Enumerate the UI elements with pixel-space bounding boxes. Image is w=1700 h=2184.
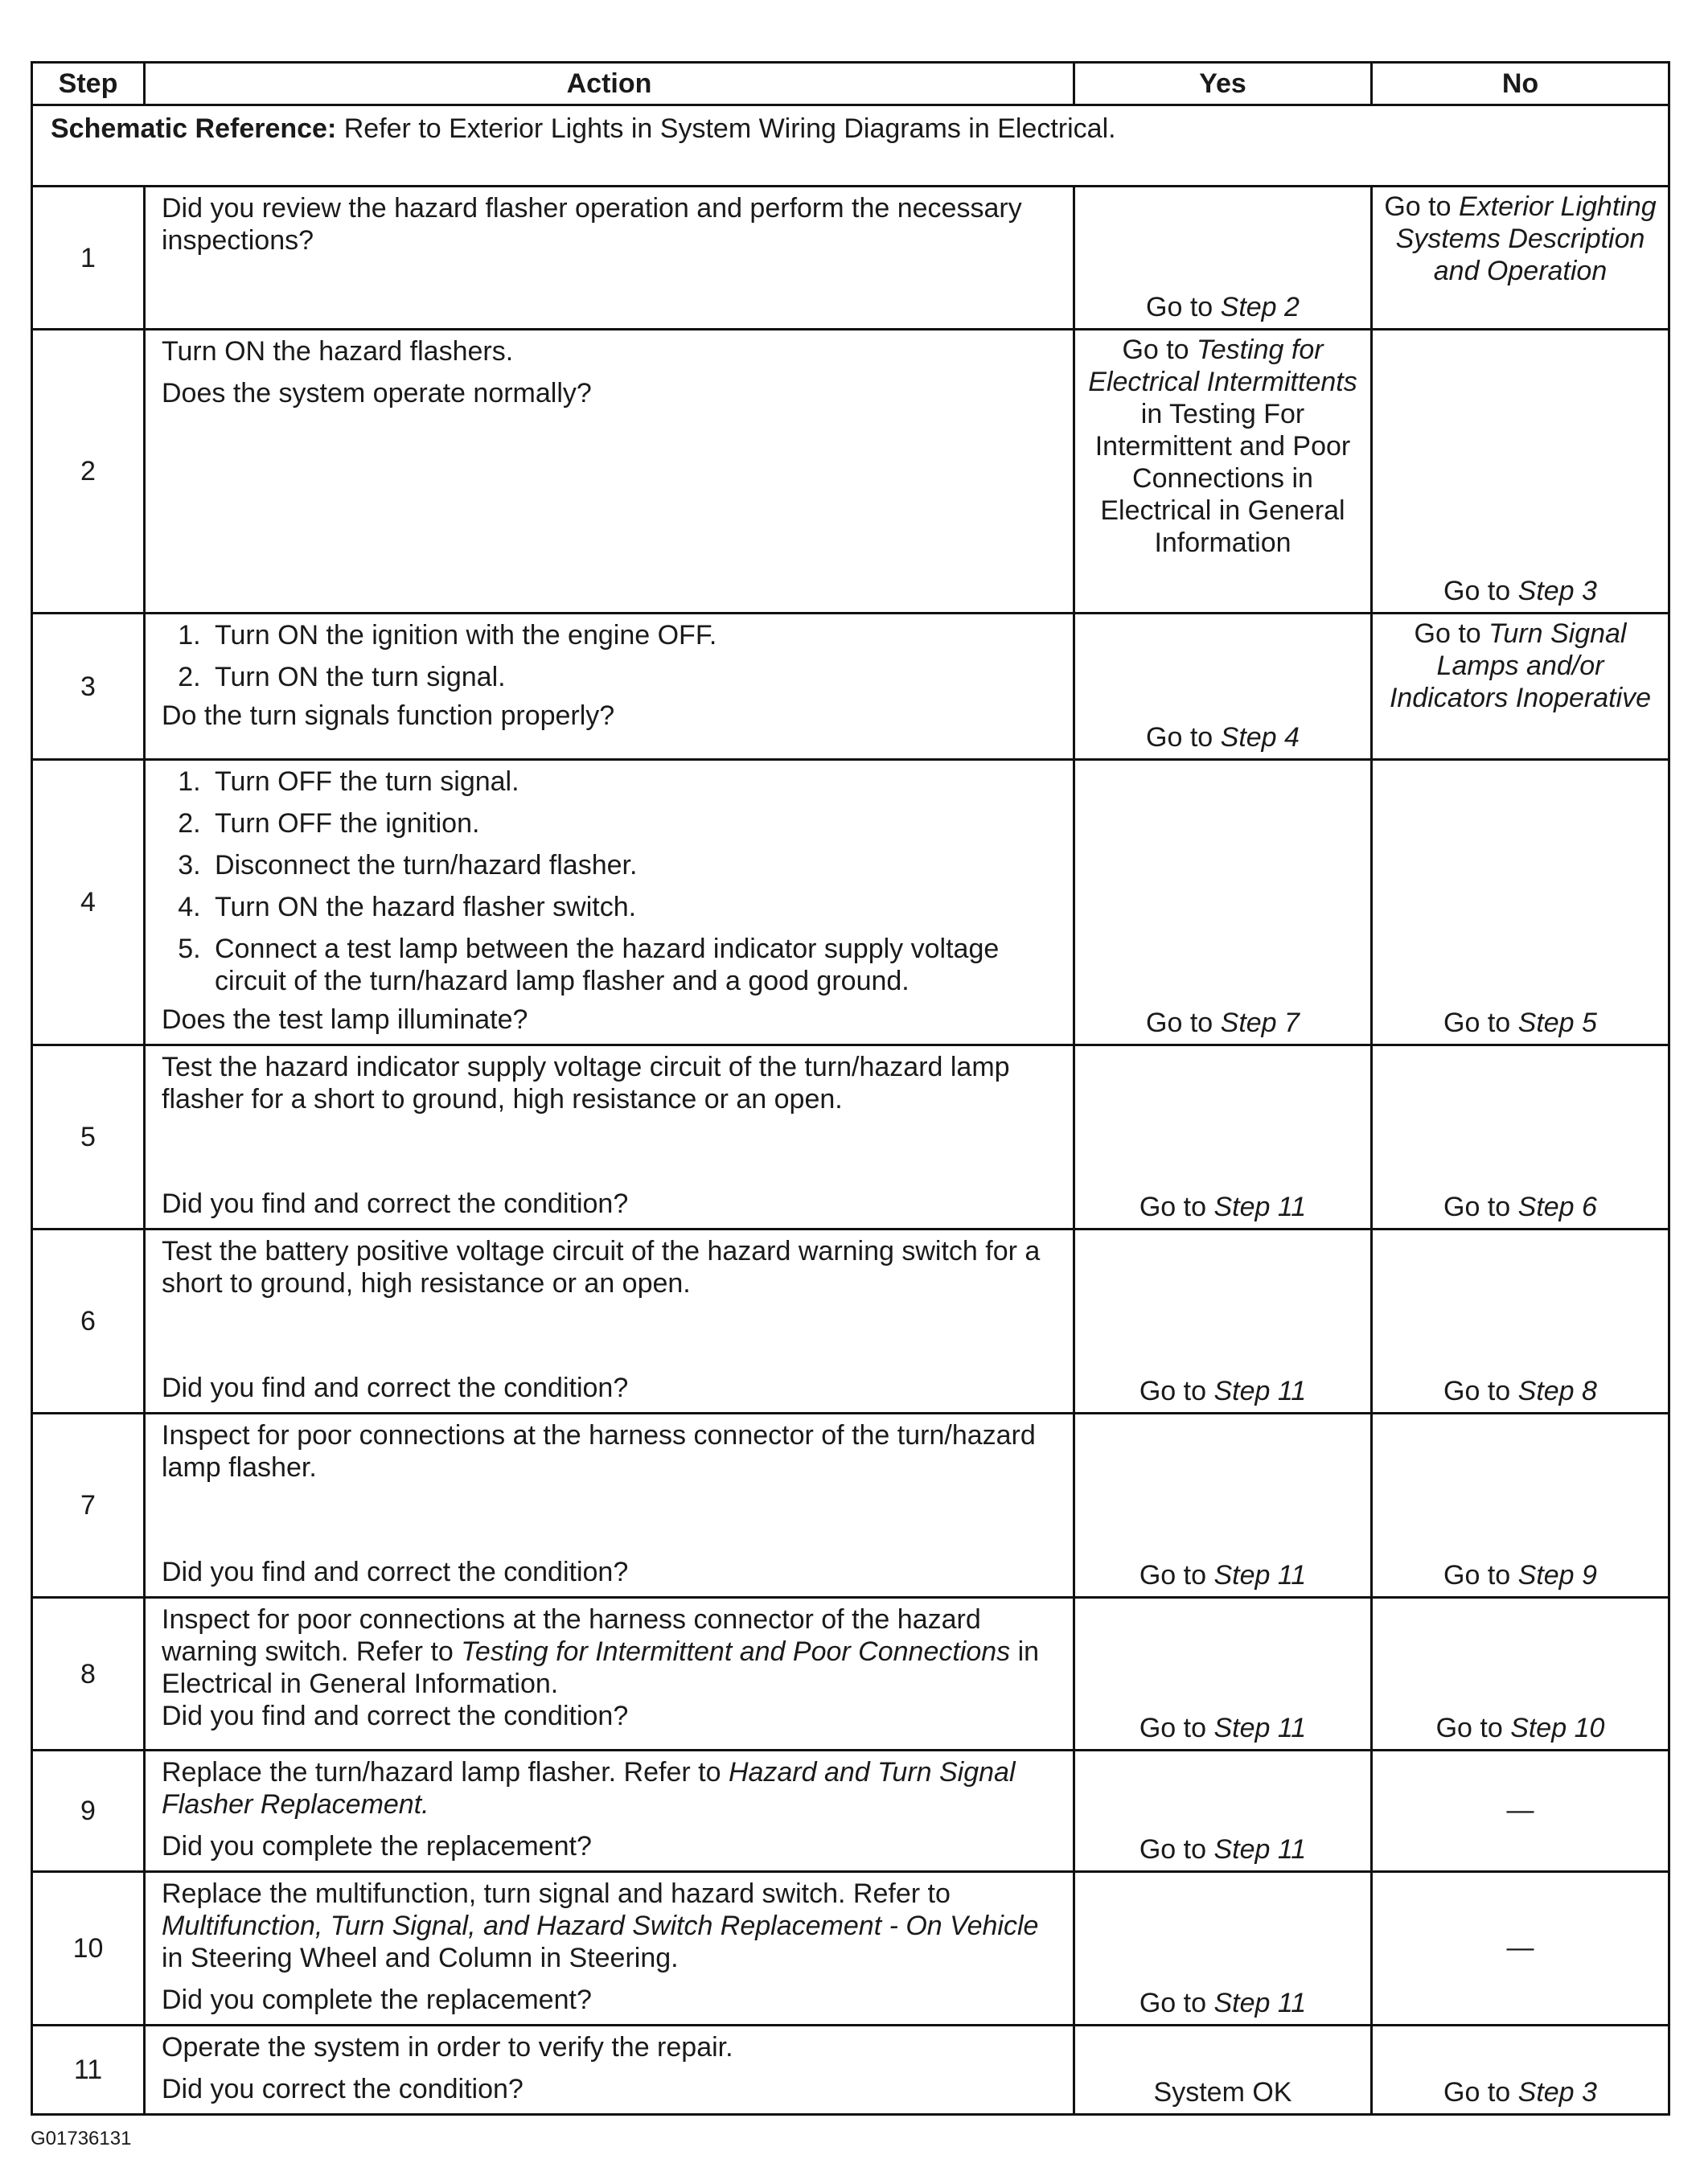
- action-question: Does the test lamp illuminate?: [162, 1004, 528, 1035]
- table-row: [32, 2026, 1669, 2115]
- list-item: 1. Turn ON the ignition with the engine OFF.: [208, 619, 1063, 651]
- yes-link[interactable]: Step 2: [1220, 292, 1300, 322]
- action-text-part: in Electrical in General Information.: [162, 1636, 1040, 1699]
- action-cell: [145, 330, 1074, 614]
- no-cell: [1372, 187, 1669, 330]
- goto-text: Go to: [1146, 1008, 1221, 1038]
- action-question: Did you complete the replacement?: [162, 1831, 592, 1862]
- action-cell: [145, 760, 1074, 1045]
- table-row: [32, 760, 1669, 1045]
- table-row: [32, 330, 1669, 614]
- goto-text: Go to: [1139, 1713, 1214, 1743]
- list-item: 2. Turn OFF the ignition.: [208, 807, 1063, 840]
- yes-link[interactable]: Step 11: [1213, 1192, 1307, 1222]
- action-cell: [145, 187, 1074, 330]
- yes-cell: [1074, 1230, 1372, 1414]
- diagnostic-table: [31, 61, 1670, 2116]
- yes-cell: [1074, 760, 1372, 1045]
- yes-link[interactable]: Step 11: [1213, 1713, 1307, 1743]
- no-dash: —: [1506, 1932, 1534, 1963]
- yes-cell: [1074, 1045, 1372, 1230]
- yes-cell: [1074, 1872, 1372, 2026]
- step-number: 6: [32, 1230, 145, 1414]
- yes-detail: in Testing For Intermittent and Poor Connections in Electrical in General Information: [1094, 399, 1351, 558]
- goto-text: Go to: [1139, 1560, 1214, 1591]
- yes-cell: [1074, 1598, 1372, 1751]
- action-text-part: Replace the multifunction, turn signal and hazard switch. Refer to: [162, 1878, 951, 1909]
- action-cell: [145, 1045, 1074, 1230]
- yes-cell: [1074, 1414, 1372, 1598]
- action-question: Does the system operate normally?: [162, 378, 592, 408]
- table-row: [32, 614, 1669, 760]
- step-number: 4: [32, 760, 145, 1045]
- yes-link[interactable]: Step 7: [1220, 1008, 1300, 1038]
- goto-text: Go to: [1443, 1008, 1518, 1038]
- yes-text: System OK: [1153, 2077, 1292, 2108]
- table-row: [32, 1751, 1669, 1872]
- action-question: Did you complete the replacement?: [162, 1985, 592, 2015]
- step-number: 1: [32, 187, 145, 330]
- reference-text: Refer to Exterior Lights in System Wiring Diagrams in Electrical.: [336, 113, 1116, 144]
- no-cell: [1372, 760, 1669, 1045]
- yes-link[interactable]: Testing for Electrical Intermittents: [1088, 335, 1357, 397]
- reference-label: Schematic Reference:: [51, 113, 337, 144]
- goto-text: Go to: [1414, 618, 1489, 649]
- goto-text: Go to: [1122, 335, 1197, 365]
- yes-link[interactable]: Step 11: [1213, 1560, 1307, 1591]
- action-list: [162, 766, 1063, 997]
- action-question: Did you find and correct the condition?: [162, 1188, 629, 1219]
- goto-text: Go to: [1139, 1834, 1214, 1865]
- reference-link[interactable]: Hazard and Turn Signal Flasher Replacement.: [162, 1757, 1016, 1820]
- table-row: [32, 1598, 1669, 1751]
- header-step: Step: [32, 63, 145, 105]
- list-item: 2. Turn ON the turn signal.: [208, 661, 1063, 693]
- step-number: 9: [32, 1751, 145, 1872]
- action-text-part: Replace the turn/hazard lamp flasher. Refer to: [162, 1757, 729, 1788]
- no-link[interactable]: Step 3: [1517, 2077, 1597, 2108]
- list-item: 3. Disconnect the turn/hazard flasher.: [208, 849, 1063, 881]
- action-text: [162, 1756, 1063, 1821]
- no-cell: [1372, 1414, 1669, 1598]
- no-cell: [1372, 1045, 1669, 1230]
- no-cell: [1372, 1751, 1669, 1872]
- list-item: 1. Turn OFF the turn signal.: [208, 766, 1063, 798]
- action-cell: [145, 1751, 1074, 1872]
- goto-text: Go to: [1139, 1192, 1214, 1222]
- schematic-reference-row: [32, 105, 1669, 187]
- action-text-part: Inspect for poor connections at the harness connector of the hazard warning switch. Refer to: [162, 1604, 981, 1667]
- yes-link[interactable]: Step 11: [1213, 1376, 1307, 1406]
- yes-cell: [1074, 614, 1372, 760]
- action-text: [162, 1603, 1063, 1700]
- action-cell: [145, 1598, 1074, 1751]
- yes-link[interactable]: Step 11: [1213, 1834, 1307, 1865]
- yes-cell: [1074, 2026, 1372, 2115]
- table-row: [32, 1414, 1669, 1598]
- yes-cell: [1074, 1751, 1372, 1872]
- action-text: [162, 1878, 1063, 1974]
- reference-link[interactable]: Multifunction, Turn Signal, and Hazard Switch Replacement - On Vehicle: [162, 1911, 1039, 1941]
- goto-text: Go to: [1146, 292, 1221, 322]
- action-text: Test the battery positive voltage circuit of the hazard warning switch for a short to ground, high resistance or an open.: [162, 1236, 1041, 1299]
- goto-text: Go to: [1435, 1713, 1511, 1743]
- table-row: [32, 1872, 1669, 2026]
- no-link[interactable]: Exterior Lighting Systems Description and Operation: [1395, 191, 1657, 286]
- no-link[interactable]: Step 9: [1517, 1560, 1597, 1591]
- no-cell: [1372, 1230, 1669, 1414]
- yes-cell: [1074, 330, 1372, 614]
- action-cell: [145, 2026, 1074, 2115]
- goto-text: Go to: [1443, 1376, 1518, 1406]
- table-row: [32, 187, 1669, 330]
- action-question: Do the turn signals function properly?: [162, 700, 615, 731]
- goto-text: Go to: [1443, 1192, 1518, 1222]
- action-text: Did you review the hazard flasher operation and perform the necessary inspections?: [162, 193, 1022, 256]
- step-number: 8: [32, 1598, 145, 1751]
- goto-text: Go to: [1139, 1988, 1214, 2018]
- reference-link[interactable]: Testing for Intermittent and Poor Connections: [461, 1636, 1011, 1667]
- action-question: Did you find and correct the condition?: [162, 1557, 629, 1587]
- header-no: No: [1372, 63, 1669, 105]
- yes-cell: [1074, 187, 1372, 330]
- no-link[interactable]: Step 5: [1517, 1008, 1597, 1038]
- goto-text: Go to: [1384, 191, 1459, 222]
- action-list: [162, 619, 1063, 693]
- no-cell: [1372, 1872, 1669, 2026]
- action-question: Did you find and correct the condition?: [162, 1701, 629, 1731]
- step-number: 2: [32, 330, 145, 614]
- no-cell: [1372, 1598, 1669, 1751]
- action-cell: [145, 1230, 1074, 1414]
- list-item: 4. Turn ON the hazard flasher switch.: [208, 891, 1063, 923]
- action-cell: [145, 614, 1074, 760]
- action-text: Operate the system in order to verify the repair.: [162, 2032, 733, 2063]
- step-number: 10: [32, 1872, 145, 2026]
- no-cell: [1372, 2026, 1669, 2115]
- list-item: 5. Connect a test lamp between the hazard indicator supply voltage circuit of the turn/hazard lamp flasher and a good ground.: [208, 933, 1063, 997]
- action-text: Inspect for poor connections at the harness connector of the turn/hazard lamp flasher.: [162, 1420, 1036, 1483]
- no-link[interactable]: Turn Signal Lamps and/or Indicators Inoperative: [1389, 618, 1652, 713]
- header-action: Action: [145, 63, 1074, 105]
- goto-text: Go to: [1443, 2077, 1518, 2108]
- action-cell: [145, 1414, 1074, 1598]
- table-row: [32, 1230, 1669, 1414]
- header-yes: Yes: [1074, 63, 1372, 105]
- yes-link[interactable]: Step 4: [1220, 722, 1300, 753]
- action-text-part: in Steering Wheel and Column in Steering.: [162, 1943, 679, 1973]
- no-dash: —: [1506, 1795, 1534, 1825]
- no-cell: [1372, 330, 1669, 614]
- yes-link[interactable]: Step 11: [1213, 1988, 1307, 2018]
- goto-text: Go to: [1146, 722, 1221, 753]
- no-cell: [1372, 614, 1669, 760]
- action-question: Did you find and correct the condition?: [162, 1373, 629, 1403]
- figure-id: G01736131: [31, 2128, 132, 2149]
- table-row: [32, 1045, 1669, 1230]
- schematic-reference: [32, 105, 1669, 187]
- step-number: 5: [32, 1045, 145, 1230]
- step-number: 11: [32, 2026, 145, 2115]
- action-text: Test the hazard indicator supply voltage circuit of the turn/hazard lamp flasher for a short to ground, high resistance or an open.: [162, 1052, 1010, 1115]
- goto-text: Go to: [1443, 1560, 1518, 1591]
- no-link[interactable]: Step 6: [1517, 1192, 1597, 1222]
- action-text: Turn ON the hazard flashers.: [162, 336, 514, 367]
- no-link[interactable]: Step 10: [1510, 1713, 1605, 1743]
- action-question: Did you correct the condition?: [162, 2074, 524, 2104]
- goto-text: Go to: [1443, 576, 1518, 606]
- action-cell: [145, 1872, 1074, 2026]
- step-number: 3: [32, 614, 145, 760]
- no-link[interactable]: Step 3: [1517, 576, 1597, 606]
- no-link[interactable]: Step 8: [1517, 1376, 1597, 1406]
- step-number: 7: [32, 1414, 145, 1598]
- goto-text: Go to: [1139, 1376, 1214, 1406]
- header-row: [32, 63, 1669, 105]
